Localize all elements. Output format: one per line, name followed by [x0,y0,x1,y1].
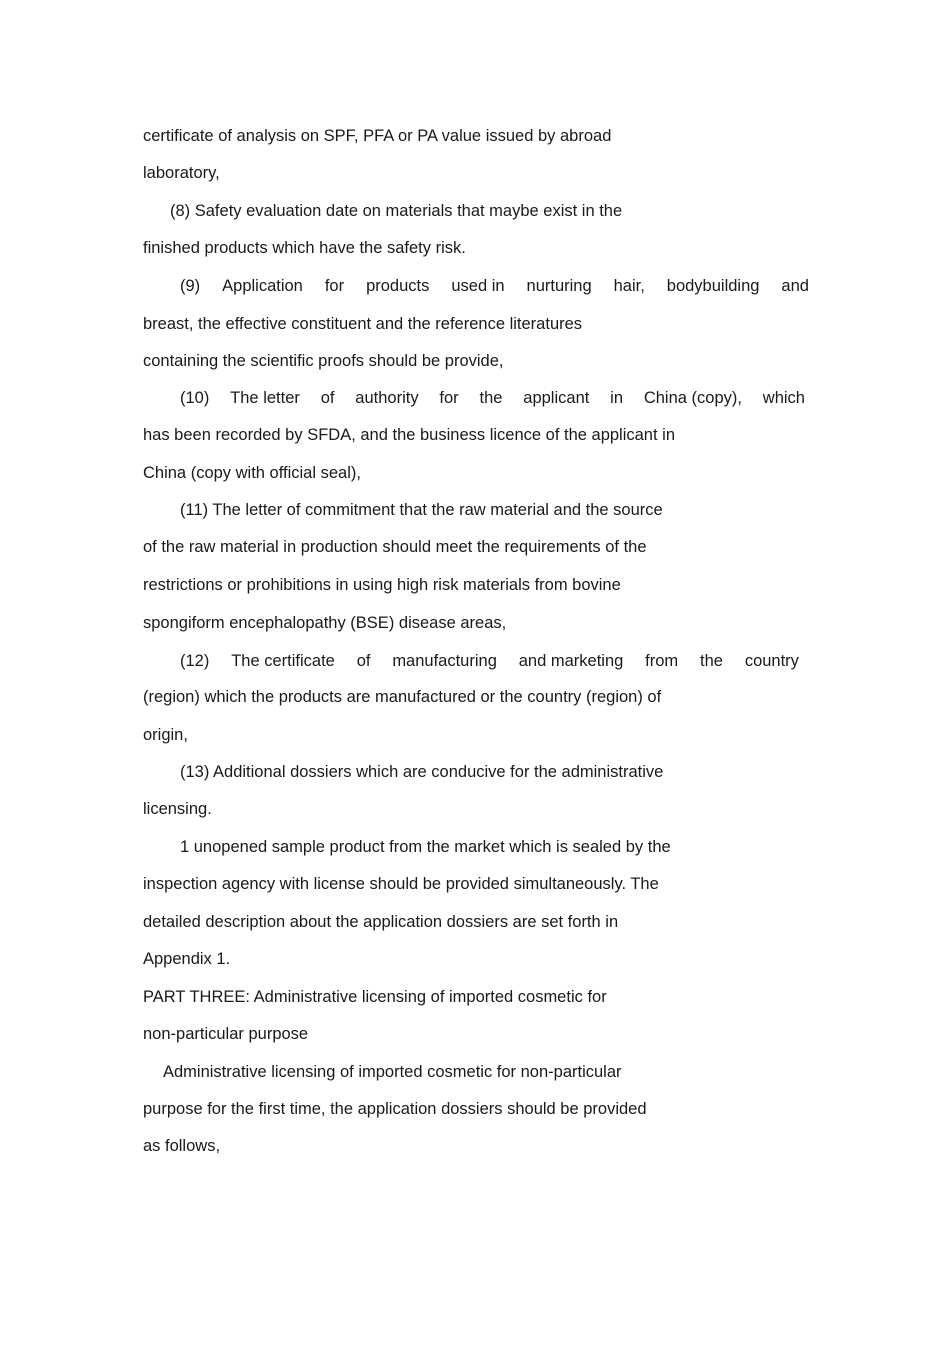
word: of [356,652,371,670]
word: Application [222,277,303,295]
word: manufacturing [392,652,497,670]
word: used in [451,277,505,295]
text-line: detailed description about the application dossiers are set forth in [143,913,619,931]
text-line: purpose for the first time, the application dossiers should be provided [143,1100,647,1118]
word: (9) [180,277,201,295]
item-12-line [180,651,799,671]
text-line: China (copy with official seal), [143,464,361,482]
text-line: (region) which the products are manufactured or the country (region) of [143,688,662,706]
text-line: restrictions or prohibitions in using high risk materials from bovine [143,576,621,594]
text-line: of the raw material in production should meet the requirements of the [143,538,647,556]
word: from [645,652,679,670]
word: and marketing [518,652,624,670]
word: hair, [613,277,645,295]
word: nurturing [526,277,592,295]
item-13-line: (13) Additional dossiers which are conducive for the administrative [180,763,664,781]
sample-paragraph-line: 1 unopened sample product from the market which is sealed by the [180,838,671,856]
word: for [324,277,345,295]
word: country [744,652,799,670]
item-10-line [180,388,805,408]
section-heading-continued: non-particular purpose [143,1025,309,1043]
text-line: inspection agency with license should be provided simultaneously. The [143,875,659,893]
word: authority [355,389,419,407]
text-line: finished products which have the safety risk. [143,239,466,257]
word: The letter [230,389,300,407]
text-line: as follows, [143,1137,221,1155]
word: China (copy), [643,389,742,407]
item-8-line: (8) Safety evaluation date on materials that maybe exist in the [170,202,623,220]
text-line: Appendix 1. [143,950,231,968]
text-line: certificate of analysis on SPF, PFA or PA value issued by abroad [143,127,612,145]
item-11-line: (11) The letter of commitment that the raw material and the source [180,501,663,519]
word: The certificate [231,652,335,670]
word: in [610,389,624,407]
word: for [439,389,459,407]
word: and [781,277,809,295]
word: (10) [180,389,210,407]
word: the [479,389,503,407]
word: the [700,652,723,670]
text-line: Administrative licensing of imported cosmetic for non-particular [163,1063,622,1081]
text-line: has been recorded by SFDA, and the business licence of the applicant in [143,426,675,444]
text-line: licensing. [143,800,212,818]
text-line: breast, the effective constituent and the reference literatures [143,315,583,333]
text-line: spongiform encephalopathy (BSE) disease areas, [143,614,507,632]
word: bodybuilding [666,277,760,295]
text-line: origin, [143,726,188,744]
word: of [320,389,335,407]
text-line: containing the scientific proofs should be provide, [143,352,504,370]
word: products [366,277,430,295]
section-heading: PART THREE: Administrative licensing of imported cosmetic for [143,988,607,1006]
word: (12) [180,652,210,670]
item-9-line [180,276,809,296]
word: applicant [523,389,590,407]
word: which [762,389,805,407]
text-line: laboratory, [143,164,220,182]
